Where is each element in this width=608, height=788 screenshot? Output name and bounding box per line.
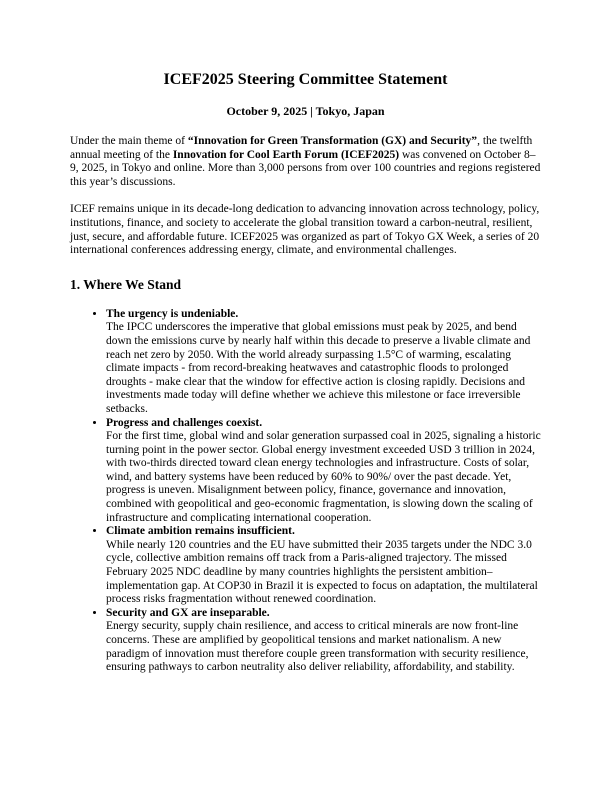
bullet-body: Energy security, supply chain resilience, and access to critical minerals are now front-line concerns. These are amplified by geopolitical tensions and market nationalism. A new paradigm of innovation must therefore couple green transformation with security resilience, ensuring pathways to carbon neutrality also deliver reliability, affordability, and stability. bbox=[106, 620, 529, 674]
intro-paragraph: Under the main theme of “Innovation for Green Transformation (GX) and Security”, the twelfth annual meeting of the Innovation for Cool Earth Forum (ICEF2025) was convened on October 8–9, 2025, in Tokyo and online. More than 3,000 persons from over 100 countries and regions registered this year’s discussions. bbox=[70, 135, 541, 188]
document-dateline: October 9, 2025 | Tokyo, Japan bbox=[226, 104, 385, 118]
bullet-title: • Climate ambition remains insufficient. bbox=[106, 525, 295, 538]
second-paragraph: ICEF remains unique in its decade-long dedication to advancing innovation across technology, policy, institutions, finance, and society to accelerate the global transition toward a carbon-neutral, resilient, just, secure, and affordable future. ICEF2025 was organized as part of Tokyo GX Week, a series of 20 international conferences addressing energy, climate, and environmental challenges. bbox=[70, 203, 540, 257]
section-heading-where-we-stand: 1. Where We Stand bbox=[70, 276, 182, 292]
bullet-list-item bbox=[106, 308, 541, 417]
bullet-list-item bbox=[106, 525, 541, 607]
where-we-stand-bullet-list bbox=[70, 308, 541, 675]
bullet-list-item bbox=[106, 607, 541, 675]
bullet-title: • Security and GX are inseparable. bbox=[106, 606, 270, 619]
bullet-body: While nearly 120 countries and the EU have submitted their 2035 targets under the NDC 3.0 cycle, collective ambition remains off track from a Paris-aligned trajectory. The missed February 2025 NDC deadline by many countries highlights the persistent ambition–implementation gap. At COP30 in Brazil it is expected to focus on adaptation, the multilateral process risks fragmentation without renewed coordination. bbox=[106, 538, 538, 606]
bullet-body: The IPCC underscores the imperative that global emissions must peak by 2025, and bend down the emissions curve by nearly half within this decade to preserve a livable climate and reach net zero by 2050. With the world already surpassing 1.5°C of warming, escalating climate impacts - from record-breaking heatwaves and catastrophic floods to prolonged droughts - make clear that the window for effective action is closing rapidly. Decisions and investments made today will define whether we achieve this milestone or face irreversible setbacks. bbox=[106, 321, 531, 415]
bullet-title: • Progress and challenges coexist. bbox=[106, 416, 263, 429]
document-title: ICEF2025 Steering Committee Statement bbox=[163, 71, 448, 88]
bullet-list-item bbox=[106, 417, 541, 526]
bullet-title: • The urgency is undeniable. bbox=[106, 307, 239, 320]
bullet-body: For the first time, global wind and solar generation surpassed coal in 2025, signaling a historic turning point in the power sector. Global energy investment exceeded USD 3 trillion in 2024, with two-thirds directed toward clean energy technologies and infrastructure. Costs of solar, wind, and battery systems have been reduced by 60% to 90%/ over the past decade. Yet, progress is uneven. Misalignment between policy, finance, governance and innovation, combined with geopolitical and geo-economic fragmentation, is slowing down the scaling of infrastructure and complicating international cooperation. bbox=[106, 430, 541, 524]
